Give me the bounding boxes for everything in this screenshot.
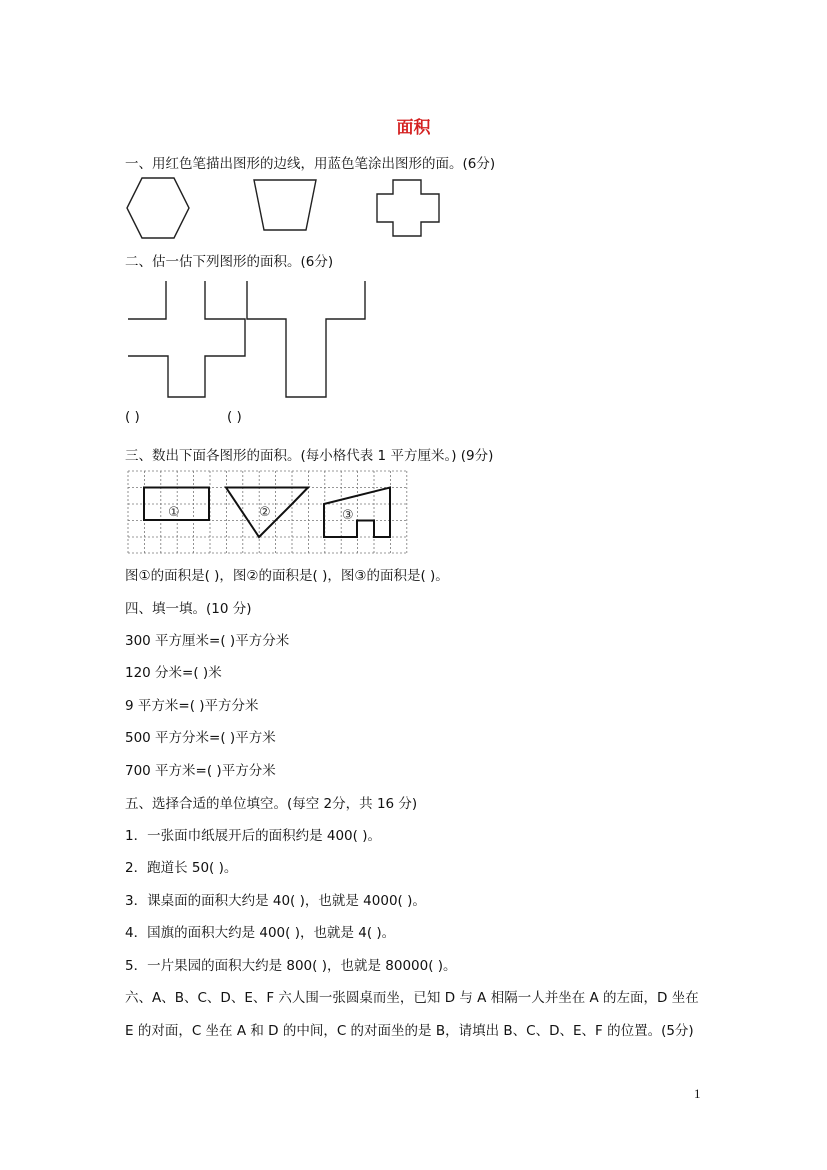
q5-heading: 五、选择合适的单位填空。(每空 2分，共 16 分) — [125, 796, 418, 812]
q5-item[interactable]: 5．一片果园的面积大约是 800( )，也就是 80000( )。 — [125, 958, 457, 974]
q2-answer-1[interactable]: ( ) — [125, 409, 140, 425]
q4-item[interactable]: 300 平方厘米=( )平方分米 — [125, 633, 290, 649]
q2-answer-2[interactable]: ( ) — [227, 409, 242, 425]
q5-item[interactable]: 2．跑道长 50( )。 — [125, 860, 238, 876]
q2-shapes — [125, 278, 375, 402]
cross-shape-left — [128, 281, 166, 319]
q4-heading: 四、填一填。(10 分) — [125, 601, 252, 617]
q3-answer-line[interactable]: 图①的面积是( )，图②的面积是( )，图③的面积是( )。 — [125, 568, 449, 584]
q2-heading: 二、估一估下列图形的面积。(6分) — [125, 254, 334, 270]
trapezoid-shape — [254, 180, 316, 230]
q4-item[interactable]: 500 平方分米=( )平方米 — [125, 730, 276, 746]
q6-line-1: 六、A、B、C、D、E、F 六人围一张圆桌而坐，已知 D 与 A 相隔一人并坐在 A 的左面，D 坐在 — [125, 990, 699, 1006]
q5-item[interactable]: 3．课桌面的面积大约是 40( )，也就是 4000( )。 — [125, 893, 426, 909]
figure-2-label: ② — [259, 505, 271, 520]
q5-item[interactable]: 1．一张面巾纸展开后的面积约是 400( )。 — [125, 828, 381, 844]
cross-shape — [377, 180, 439, 236]
q1-shapes — [120, 172, 450, 244]
hexagon-shape — [127, 178, 189, 238]
q3-grid-figure — [126, 468, 410, 556]
q1-heading: 一、用红色笔描出图形的边线，用蓝色笔涂出图形的面。(6分) — [125, 156, 496, 172]
q4-item[interactable]: 700 平方米=( )平方分米 — [125, 763, 276, 779]
q6-line-2: E 的对面，C 坐在 A 和 D 的中间，C 的对面坐的是 B，请填出 B、C、D、E、F 的位置。(5分) — [125, 1023, 694, 1039]
figure-1-label: ① — [168, 505, 180, 520]
q4-item[interactable]: 120 分米=( )米 — [125, 665, 222, 681]
figure-3-label: ③ — [342, 508, 354, 523]
t-shape-right — [247, 281, 365, 397]
q3-heading: 三、数出下面各图形的面积。(每小格代表 1 平方厘米。) (9分) — [125, 448, 494, 464]
page-title: 面积 — [396, 118, 431, 138]
page-number: 1 — [694, 1086, 701, 1101]
q4-item[interactable]: 9 平方米=( )平方分米 — [125, 698, 259, 714]
figure-3-shape — [324, 488, 390, 538]
q5-item[interactable]: 4．国旗的面积大约是 400( )，也就是 4( )。 — [125, 925, 396, 941]
